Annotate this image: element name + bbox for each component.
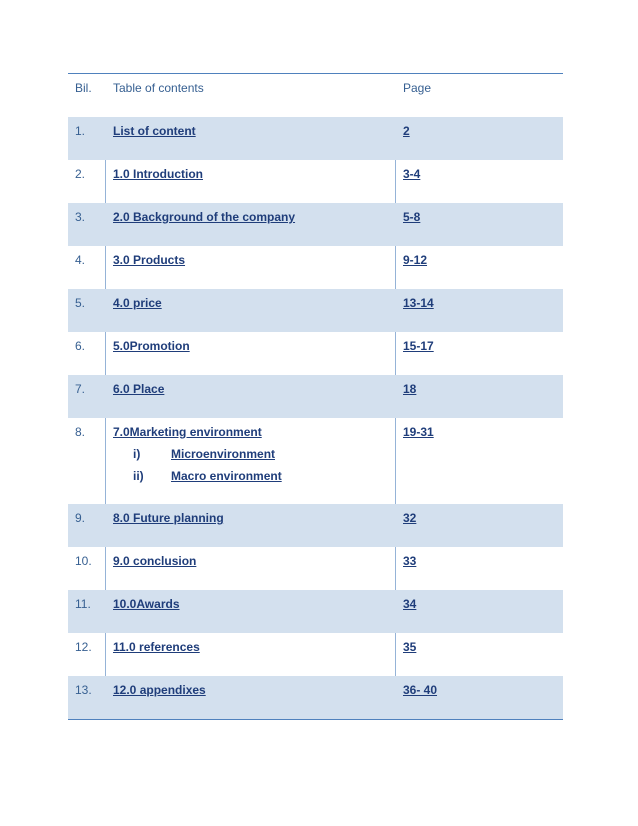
toc-sub-link[interactable]: Macro environment — [171, 469, 282, 483]
row-number: 5. — [75, 296, 86, 310]
table-row — [68, 676, 563, 719]
table-row — [68, 289, 563, 332]
table-row — [68, 246, 563, 289]
header-number: Bil. — [75, 81, 92, 95]
row-number: 12. — [75, 640, 92, 654]
toc-link[interactable]: 9.0 conclusion — [113, 554, 197, 568]
toc-link[interactable]: 3.0 Products — [113, 253, 186, 267]
page-link[interactable]: 32 — [403, 511, 417, 525]
table-row — [68, 418, 563, 504]
page-link[interactable]: 5-8 — [403, 210, 421, 224]
sub-list-item — [113, 469, 282, 483]
row-number: 13. — [75, 683, 92, 697]
toc-link[interactable]: 5.0Promotion — [113, 339, 190, 353]
table-row — [68, 504, 563, 547]
header-page: Page — [403, 81, 432, 95]
table-row — [68, 332, 563, 375]
sub-list-item — [113, 447, 275, 461]
toc-link[interactable]: 4.0 price — [113, 296, 162, 310]
table-row — [68, 590, 563, 633]
row-number: 8. — [75, 425, 86, 439]
toc-sub-link[interactable]: Microenvironment — [171, 447, 276, 461]
page-link[interactable]: 35 — [403, 640, 417, 654]
toc-link[interactable]: 6.0 Place — [113, 382, 165, 396]
table-row — [68, 203, 563, 246]
table-row — [68, 117, 563, 160]
table-header-row — [68, 74, 563, 117]
row-number: 1. — [75, 124, 86, 138]
table-row — [68, 375, 563, 418]
page-link[interactable]: 9-12 — [403, 253, 428, 267]
page-link[interactable]: 34 — [403, 597, 417, 611]
toc-link[interactable]: List of content — [113, 124, 196, 138]
page-link[interactable]: 13-14 — [403, 296, 434, 310]
toc-link[interactable]: 7.0Marketing environment — [113, 425, 262, 439]
row-number: 2. — [75, 167, 86, 181]
row-number: 4. — [75, 253, 86, 267]
sub-list-marker: ii) — [133, 469, 144, 483]
toc-link[interactable]: 12.0 appendixes — [113, 683, 206, 697]
toc-link[interactable]: 8.0 Future planning — [113, 511, 224, 525]
row-number: 7. — [75, 382, 86, 396]
header-title: Table of contents — [113, 81, 204, 95]
row-number: 9. — [75, 511, 86, 525]
table-of-contents — [68, 73, 563, 720]
page-link[interactable]: 18 — [403, 382, 417, 396]
toc-link[interactable]: 2.0 Background of the company — [113, 210, 296, 224]
row-number: 10. — [75, 554, 92, 568]
table-row — [68, 160, 563, 203]
toc-link[interactable]: 10.0Awards — [113, 597, 180, 611]
page-link[interactable]: 19-31 — [403, 425, 434, 439]
row-number: 11. — [75, 597, 91, 611]
sub-list-marker: i) — [133, 447, 141, 461]
row-number: 6. — [75, 339, 86, 353]
page-link[interactable]: 15-17 — [403, 339, 434, 353]
page-link[interactable]: 2 — [403, 124, 410, 138]
page-link[interactable]: 33 — [403, 554, 417, 568]
toc-link[interactable]: 1.0 Introduction — [113, 167, 203, 181]
page-link[interactable]: 3-4 — [403, 167, 421, 181]
table-row — [68, 547, 563, 590]
row-number: 3. — [75, 210, 86, 224]
page-link[interactable]: 36- 40 — [403, 683, 438, 697]
toc-link[interactable]: 11.0 references — [113, 640, 200, 654]
table-row — [68, 633, 563, 676]
